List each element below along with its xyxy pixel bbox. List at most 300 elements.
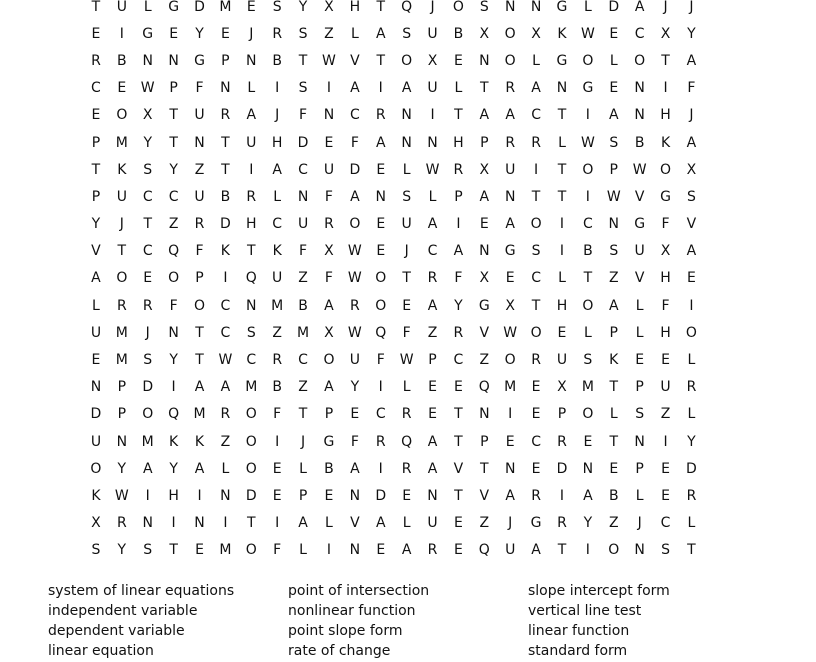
grid-letter: K	[91, 487, 101, 504]
grid-letter: C	[375, 406, 386, 423]
grid-letter: J	[249, 25, 254, 42]
grid-letter: W	[580, 25, 595, 42]
grid-letter: W	[347, 270, 362, 287]
word-list-column-3	[528, 582, 768, 662]
grid-letter: R	[401, 406, 412, 423]
grid-letter: D	[297, 134, 309, 151]
grid-letter: W	[322, 52, 336, 69]
grid-letter: L	[687, 352, 696, 369]
grid-letter: O	[90, 460, 102, 477]
grid-letter: C	[220, 324, 231, 341]
grid-letter: O	[660, 161, 672, 178]
grid-letter: A	[531, 542, 541, 559]
grid-letter: G	[556, 52, 568, 69]
grid-letter: I	[559, 243, 565, 260]
grid-letter: A	[194, 379, 205, 396]
grid-letter: I	[378, 80, 383, 97]
grid-letter: G	[530, 515, 542, 532]
grid-letter: T	[169, 107, 178, 124]
grid-row	[83, 319, 733, 346]
grid-letter: A	[350, 460, 360, 477]
grid-letter: T	[117, 243, 127, 260]
grid-letter: T	[480, 460, 489, 477]
grid-letter: N	[90, 379, 102, 396]
grid-letter: O	[375, 297, 387, 314]
grid-letter: T	[531, 188, 541, 205]
grid-letter: O	[116, 107, 128, 124]
grid-letter: M	[115, 134, 128, 151]
grid-letter: Z	[298, 379, 308, 396]
grid-letter: A	[375, 25, 386, 42]
grid-letter: Z	[479, 515, 490, 532]
grid-letter: R	[427, 270, 438, 287]
grid-letter: P	[91, 134, 101, 151]
grid-letter: E	[324, 134, 334, 151]
word-list-column-2	[288, 582, 528, 662]
grid-letter: U	[90, 324, 102, 341]
grid-letter: S	[635, 406, 645, 423]
grid-letter: V	[634, 188, 645, 205]
grid-letter: T	[195, 324, 204, 341]
grid-letter: N	[349, 542, 361, 559]
word-item: nonlinear function	[288, 603, 416, 619]
grid-letter: S	[272, 0, 282, 15]
grid-letter: W	[140, 80, 155, 97]
grid-letter: I	[223, 270, 228, 287]
grid-letter: E	[376, 216, 386, 233]
grid-letter: A	[531, 80, 541, 97]
grid-letter: V	[453, 460, 464, 477]
grid-letter: I	[430, 107, 435, 124]
grid-letter: F	[169, 297, 178, 314]
grid-letter: N	[634, 433, 645, 450]
grid-letter: Y	[687, 25, 696, 42]
grid-letter: I	[378, 379, 383, 396]
grid-letter: X	[531, 25, 541, 42]
grid-letter: U	[272, 270, 283, 287]
grid-letter: E	[609, 25, 619, 42]
grid-letter: T	[247, 515, 256, 532]
grid-letter: T	[687, 542, 696, 559]
word-item: standard form	[528, 643, 628, 659]
grid-letter: E	[661, 460, 670, 477]
grid-letter: T	[531, 297, 541, 314]
grid-row	[83, 0, 733, 20]
grid-letter: Y	[91, 216, 101, 233]
grid-letter: D	[194, 0, 205, 15]
grid-letter: K	[660, 134, 671, 151]
grid-letter: U	[90, 433, 102, 450]
grid-letter: G	[168, 0, 180, 15]
grid-letter: L	[428, 188, 437, 205]
grid-letter: Q	[478, 542, 490, 559]
grid-letter: E	[246, 0, 256, 15]
grid-letter: F	[687, 80, 696, 97]
grid-letter: X	[479, 270, 490, 287]
grid-letter: I	[275, 433, 280, 450]
grid-letter: Y	[350, 379, 360, 396]
grid-letter: U	[660, 379, 671, 396]
grid-letter: E	[453, 379, 463, 396]
grid-letter: G	[478, 297, 490, 314]
grid-letter: J	[689, 0, 694, 15]
grid-letter: E	[324, 487, 334, 504]
grid-letter: A	[427, 433, 438, 450]
grid-letter: L	[583, 0, 592, 15]
grid-letter: Q	[478, 379, 490, 396]
grid-letter: J	[637, 515, 642, 532]
grid-letter: E	[376, 161, 386, 178]
grid-letter: D	[556, 460, 568, 477]
grid-letter: P	[117, 406, 127, 423]
grid-letter: Z	[324, 25, 334, 42]
grid-letter: E	[583, 433, 593, 450]
grid-letter: J	[119, 216, 124, 233]
grid-letter: S	[583, 352, 593, 369]
grid-row	[83, 47, 733, 74]
grid-letter: T	[247, 243, 256, 260]
grid-letter: N	[220, 487, 231, 504]
grid-letter: X	[324, 0, 334, 15]
grid-letter: Y	[169, 352, 178, 369]
grid-letter: C	[531, 433, 541, 450]
grid-letter: R	[557, 433, 567, 450]
grid-letter: N	[479, 243, 490, 260]
grid-letter: D	[220, 216, 231, 233]
grid-row	[83, 75, 733, 102]
grid-letter: E	[453, 515, 463, 532]
grid-letter: P	[480, 134, 489, 151]
grid-letter: N	[142, 52, 153, 69]
grid-letter: E	[272, 460, 282, 477]
grid-letter: A	[634, 0, 645, 15]
grid-letter: K	[117, 161, 127, 178]
grid-letter: A	[686, 134, 697, 151]
grid-letter: E	[479, 216, 489, 233]
grid-letter: J	[508, 515, 513, 532]
grid-letter: V	[91, 243, 101, 260]
grid-letter: I	[171, 515, 176, 532]
grid-letter: O	[245, 542, 257, 559]
grid-letter: T	[557, 161, 567, 178]
grid-letter: E	[91, 25, 101, 42]
grid-letter: E	[402, 297, 412, 314]
grid-letter: O	[504, 352, 516, 369]
grid-letter: N	[427, 487, 438, 504]
grid-letter: V	[479, 324, 490, 341]
grid-letter: T	[609, 433, 619, 450]
grid-letter: L	[299, 460, 307, 477]
grid-letter: A	[272, 161, 282, 178]
grid-letter: L	[635, 297, 644, 314]
grid-letter: R	[246, 188, 257, 205]
grid-letter: H	[271, 134, 283, 151]
word-item: linear equation	[48, 643, 154, 659]
grid-letter: F	[195, 243, 204, 260]
grid-letter: S	[402, 188, 412, 205]
grid-letter: Y	[143, 134, 152, 151]
grid-letter: P	[454, 188, 463, 205]
grid-letter: U	[323, 161, 335, 178]
grid-letter: V	[686, 216, 697, 233]
grid-letter: M	[504, 379, 517, 396]
grid-letter: P	[91, 188, 101, 205]
grid-letter: Q	[168, 243, 180, 260]
grid-letter: A	[479, 188, 490, 205]
grid-letter: I	[585, 188, 590, 205]
grid-letter: B	[324, 460, 334, 477]
grid-letter: E	[402, 487, 412, 504]
grid-letter: L	[609, 52, 618, 69]
grid-letter: R	[272, 352, 283, 369]
grid-letter: Y	[117, 460, 127, 477]
grid-letter: M	[115, 352, 128, 369]
grid-letter: R	[272, 25, 283, 42]
grid-letter: C	[453, 352, 464, 369]
grid-letter: F	[299, 243, 308, 260]
grid-letter: L	[402, 515, 411, 532]
grid-letter: V	[350, 52, 360, 69]
grid-letter: N	[297, 188, 309, 205]
grid-letter: R	[557, 515, 567, 532]
grid-letter: R	[401, 460, 412, 477]
grid-letter: J	[275, 107, 280, 124]
grid-letter: R	[505, 134, 516, 151]
grid-letter: O	[504, 52, 516, 69]
grid-letter: R	[142, 297, 153, 314]
grid-letter: I	[119, 25, 124, 42]
grid-letter: I	[326, 80, 332, 97]
grid-row	[83, 238, 733, 265]
grid-letter: T	[298, 406, 308, 423]
grid-letter: S	[661, 542, 670, 559]
grid-letter: L	[609, 406, 618, 423]
grid-letter: U	[246, 134, 257, 151]
grid-letter: N	[401, 107, 412, 124]
grid-letter: S	[609, 243, 619, 260]
grid-letter: M	[271, 297, 284, 314]
grid-letter: Y	[687, 433, 696, 450]
grid-letter: N	[194, 515, 205, 532]
grid-letter: L	[454, 80, 463, 97]
grid-letter: M	[193, 406, 206, 423]
grid-letter: E	[531, 460, 541, 477]
grid-letter: C	[349, 107, 360, 124]
grid-letter: I	[559, 487, 565, 504]
grid-letter: F	[273, 542, 282, 559]
grid-letter: M	[219, 0, 232, 15]
grid-letter: A	[686, 243, 697, 260]
grid-letter: N	[401, 134, 412, 151]
grid-row	[83, 183, 733, 210]
grid-letter: C	[298, 161, 308, 178]
grid-letter: W	[425, 161, 440, 178]
grid-letter: N	[246, 297, 257, 314]
grid-letter: R	[116, 297, 127, 314]
grid-letter: Z	[660, 406, 671, 423]
grid-letter: I	[326, 542, 332, 559]
grid-letter: O	[582, 406, 594, 423]
grid-letter: H	[168, 487, 179, 504]
grid-letter: J	[430, 0, 435, 15]
grid-row	[83, 482, 733, 509]
grid-letter: T	[91, 0, 101, 15]
grid-letter: N	[427, 134, 438, 151]
grid-letter: E	[428, 379, 437, 396]
grid-letter: P	[480, 433, 489, 450]
grid-letter: B	[220, 188, 231, 205]
grid-letter: U	[194, 107, 205, 124]
grid-row	[83, 374, 733, 401]
grid-letter: E	[453, 542, 463, 559]
grid-letter: X	[686, 161, 697, 178]
grid-letter: E	[531, 379, 541, 396]
grid-letter: X	[142, 107, 153, 124]
grid-letter: T	[454, 433, 463, 450]
grid-letter: S	[143, 352, 153, 369]
grid-letter: A	[505, 216, 515, 233]
grid-letter: A	[220, 379, 231, 396]
grid-letter: T	[91, 161, 101, 178]
grid-letter: E	[505, 270, 515, 287]
grid-letter: K	[557, 25, 567, 42]
grid-letter: E	[376, 243, 386, 260]
grid-letter: G	[194, 52, 205, 69]
grid-letter: T	[169, 134, 178, 151]
grid-letter: Y	[583, 515, 593, 532]
grid-letter: P	[609, 324, 618, 341]
grid-letter: K	[169, 433, 179, 450]
grid-letter: I	[456, 216, 461, 233]
grid-letter: R	[686, 487, 697, 504]
grid-letter: X	[324, 324, 334, 341]
grid-letter: N	[504, 0, 516, 15]
grid-letter: R	[531, 134, 541, 151]
grid-letter: C	[220, 297, 231, 314]
grid-letter: F	[661, 297, 670, 314]
grid-letter: U	[194, 188, 205, 205]
grid-letter: N	[168, 52, 179, 69]
grid-letter: M	[581, 379, 594, 396]
grid-letter: A	[427, 297, 438, 314]
grid-letter: N	[375, 188, 386, 205]
grid-letter: A	[608, 107, 619, 124]
grid-letter: H	[453, 134, 464, 151]
grid-letter: N	[634, 107, 645, 124]
grid-letter: N	[168, 324, 179, 341]
grid-letter: Z	[272, 324, 282, 341]
grid-letter: H	[660, 107, 671, 124]
grid-letter: I	[534, 161, 539, 178]
grid-letter: O	[375, 270, 387, 287]
grid-letter: O	[504, 25, 516, 42]
grid-row	[83, 455, 733, 482]
grid-letter: D	[686, 460, 697, 477]
grid-letter: B	[117, 52, 127, 69]
grid-letter: P	[195, 270, 204, 287]
grid-letter: N	[608, 216, 619, 233]
grid-letter: B	[453, 25, 464, 42]
grid-letter: H	[556, 297, 568, 314]
grid-letter: P	[221, 52, 230, 69]
grid-letter: C	[660, 515, 671, 532]
grid-letter: C	[246, 352, 257, 369]
grid-letter: N	[479, 52, 490, 69]
grid-letter: A	[298, 515, 308, 532]
grid-letter: P	[117, 379, 127, 396]
grid-letter: Q	[401, 433, 413, 450]
grid-letter: Q	[168, 406, 180, 423]
grid-letter: T	[195, 352, 204, 369]
grid-letter: C	[142, 188, 153, 205]
grid-letter: I	[171, 379, 176, 396]
grid-letter: R	[324, 216, 334, 233]
grid-letter: G	[323, 433, 335, 450]
grid-letter: E	[220, 25, 230, 42]
grid-letter: A	[142, 460, 153, 477]
grid-letter: N	[220, 80, 231, 97]
grid-letter: A	[246, 107, 257, 124]
grid-letter: F	[376, 352, 385, 369]
grid-letter: H	[660, 270, 671, 287]
grid-letter: O	[245, 433, 257, 450]
grid-letter: L	[350, 25, 359, 42]
grid-letter: I	[508, 406, 513, 423]
grid-letter: T	[376, 0, 386, 15]
grid-letter: L	[325, 515, 333, 532]
grid-letter: N	[246, 52, 257, 69]
grid-letter: Y	[169, 161, 178, 178]
grid-letter: U	[505, 161, 516, 178]
grid-letter: R	[375, 433, 386, 450]
word-search-grid	[83, 0, 733, 564]
grid-row	[83, 537, 733, 564]
grid-letter: A	[453, 243, 464, 260]
grid-letter: N	[556, 80, 568, 97]
grid-letter: B	[608, 487, 619, 504]
grid-letter: L	[402, 161, 411, 178]
grid-letter: T	[557, 188, 567, 205]
word-item: point of intersection	[288, 583, 430, 599]
grid-letter: N	[194, 134, 205, 151]
grid-letter: P	[635, 379, 644, 396]
grid-letter: J	[301, 433, 306, 450]
grid-letter: X	[427, 52, 438, 69]
grid-letter: N	[634, 80, 645, 97]
grid-letter: D	[142, 379, 154, 396]
grid-letter: E	[272, 487, 282, 504]
grid-letter: R	[194, 216, 205, 233]
grid-letter: U	[116, 188, 127, 205]
grid-letter: F	[454, 270, 463, 287]
grid-letter: U	[634, 243, 645, 260]
grid-letter: U	[401, 216, 412, 233]
grid-letter: I	[663, 80, 668, 97]
grid-letter: L	[583, 324, 592, 341]
grid-letter: L	[558, 134, 566, 151]
grid-letter: T	[557, 107, 567, 124]
grid-letter: E	[117, 80, 127, 97]
grid-letter: A	[686, 52, 697, 69]
grid-letter: I	[663, 433, 668, 450]
grid-letter: U	[297, 216, 309, 233]
grid-letter: F	[661, 216, 670, 233]
grid-letter: E	[453, 52, 463, 69]
grid-letter: U	[427, 25, 438, 42]
grid-letter: C	[168, 188, 179, 205]
grid-letter: S	[531, 243, 541, 260]
grid-letter: L	[635, 324, 644, 341]
